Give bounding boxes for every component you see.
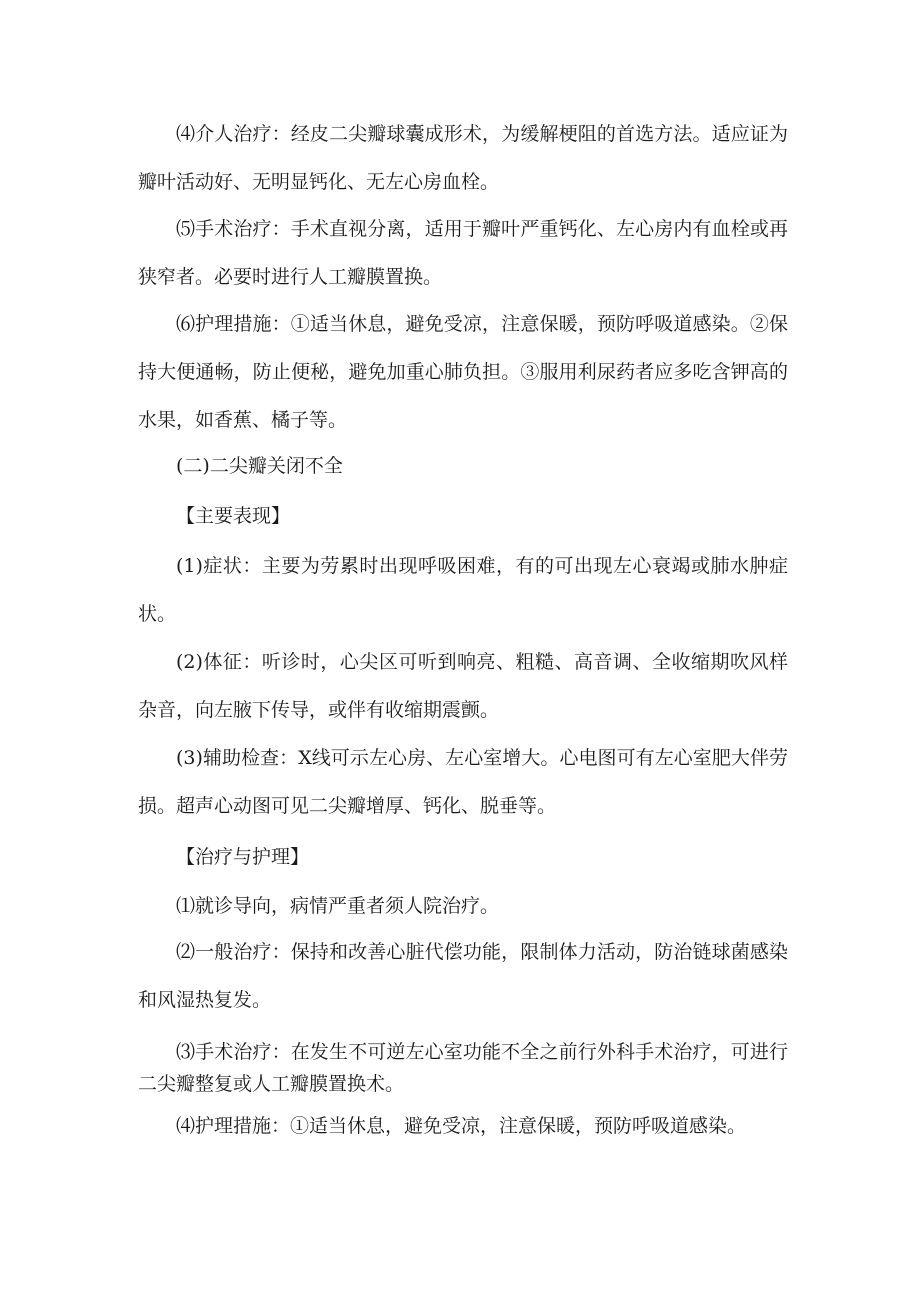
paragraph-signs: (2)体征：听诊时，心尖区可听到响亮、粗糙、高音调、全收缩期吹风样杂音，向左腋下传导，或伴有收缩期震颤。 [138, 651, 788, 721]
paragraph-guidance: ⑴就诊导向，病情严重者须人院治疗。 [176, 895, 500, 917]
paragraph-symptoms: (1)症状：主要为劳累时出现呼吸困难，有的可出现左心衰竭或肺水肿症状。 [138, 555, 788, 625]
subheading-treatment-and-nursing: 【治疗与护理】 [176, 846, 310, 868]
paragraph-interventional-treatment: ⑷介人治疗：经皮二尖瓣球囊成形术，为缓解梗阻的首选方法。适应证为瓣叶活动好、无明显钙化、无左心房血栓。 [138, 123, 788, 193]
section-heading-mitral-regurgitation: (二)二尖瓣关闭不全 [176, 455, 343, 477]
paragraph-nursing-measures-2: ⑷护理措施：①适当休息，避免受凉，注意保暖，预防呼吸道感染。 [176, 1115, 747, 1137]
paragraph-auxiliary-exam: (3)辅助检查：X线可示左心房、左心室增大。心电图可有左心室肥大伴劳损。超声心动图可见二尖瓣增厚、钙化、脱垂等。 [138, 747, 788, 817]
paragraph-nursing-measures: ⑹护理措施：①适当休息，避免受凉，注意保暖，预防呼吸道感染。②保持大便通畅，防止便秘，避免加重心肺负担。③服用利尿药者应多吃含钾高的水果，如香蕉、橘子等。 [138, 313, 788, 431]
paragraph-general-treatment: ⑵一般治疗：保持和改善心脏代偿功能，限制体力活动，防治链球菌感染和风湿热复发。 [138, 941, 788, 1011]
subheading-main-manifestations: 【主要表现】 [176, 505, 291, 527]
paragraph-surgical-treatment: ⑸手术治疗：手术直视分离，适用于瓣叶严重钙化、左心房内有血栓或再狭窄者。必要时进行人工瓣膜置换。 [138, 218, 788, 288]
paragraph-surgery: ⑶手术治疗：在发生不可逆左心室功能不全之前行外科手术治疗，可进行二尖瓣整复或人工瓣膜置换术。 [138, 1041, 788, 1095]
